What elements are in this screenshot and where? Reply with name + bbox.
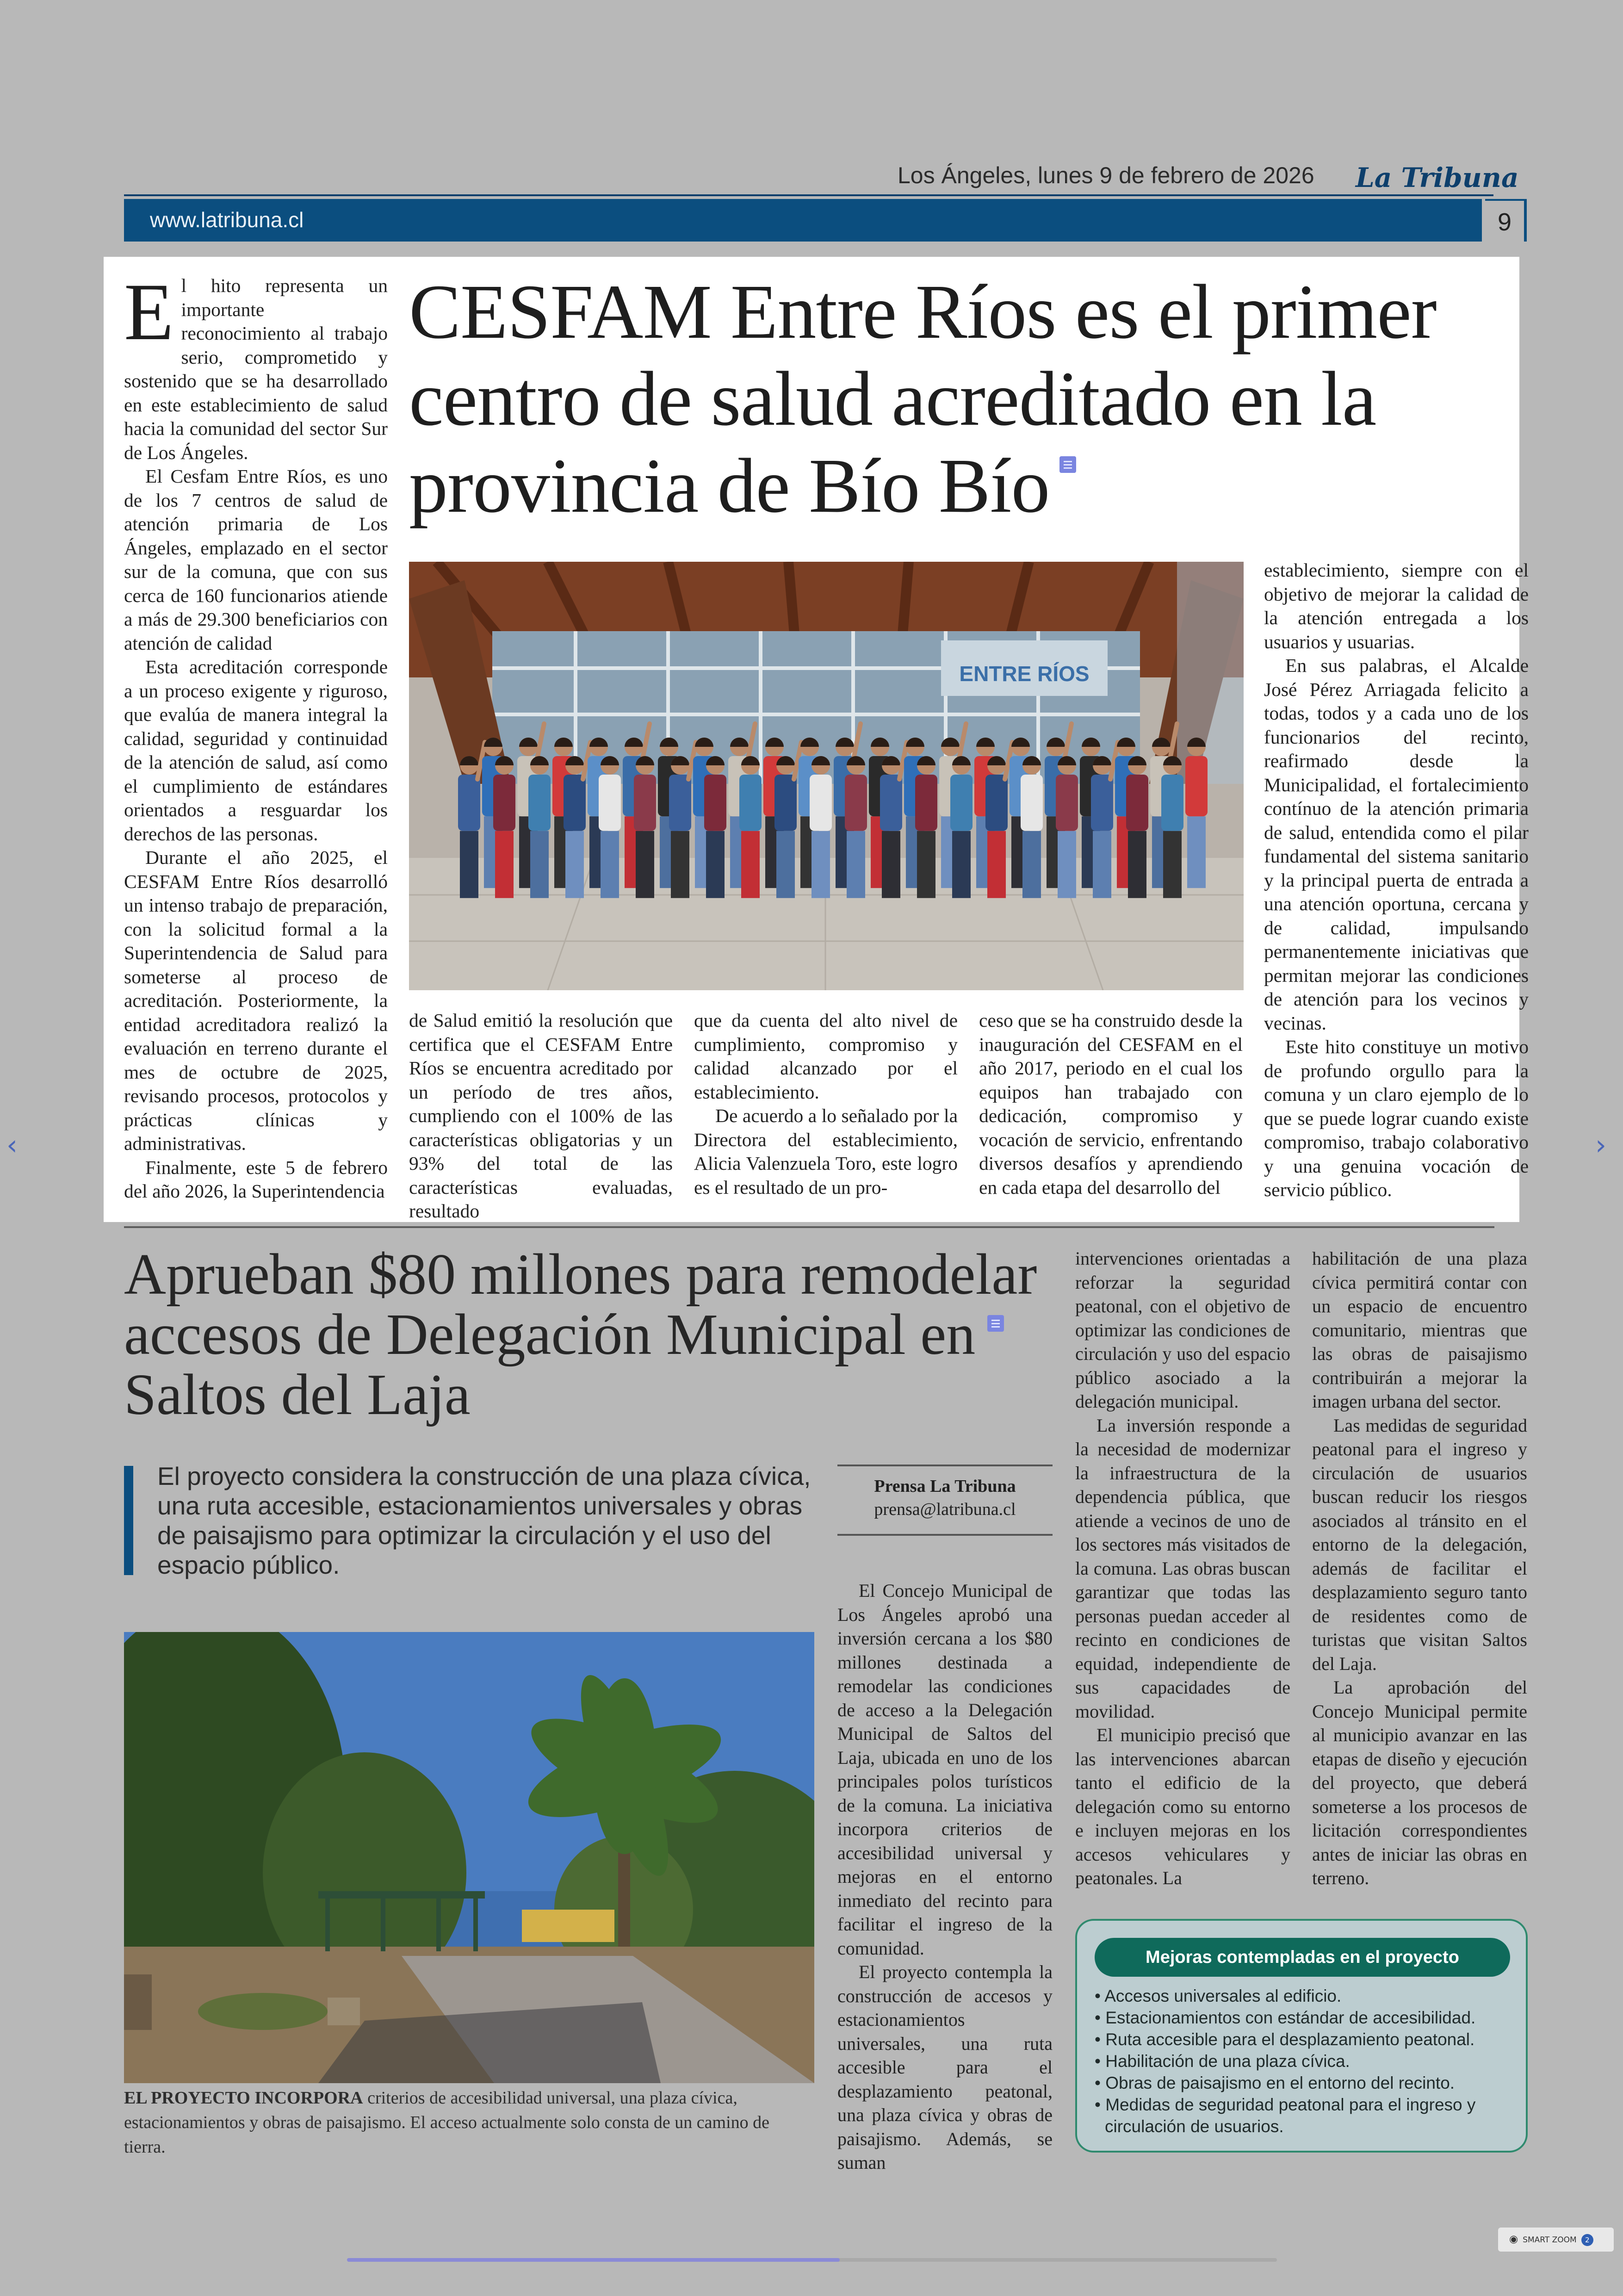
page-number: 9 — [1485, 199, 1527, 242]
improvements-box-title: Mejoras contempladas en el proyecto — [1095, 1938, 1510, 1977]
article-1-paragraph: ceso que se ha construido desde la inauguración del CESFAM en el año 2017, periodo en el cual los equipos han trabajado con dedicación, compromiso y vocación de servicio, enfrentando diversos desafíos y aprendiendo en cada etapa del desarrollo del — [979, 1010, 1243, 1198]
person-figure — [599, 756, 621, 898]
person-figure — [810, 756, 832, 898]
article-1-paragraph: Este hito constituye un motivo de profundo orgullo para la comuna y un claro ejemplo de lo que se puede lograr cuando existe compromiso, trabajo colaborativo y una genuina vocación de servicio público. — [1264, 1036, 1529, 1200]
article-2-headline: Aprueban $80 millones para remodelar accesos de Delegación Municipal en Saltos del Laja — [124, 1242, 1037, 1427]
dropcap: E — [124, 267, 174, 357]
byline-rule-top — [837, 1464, 1053, 1466]
person-figure — [1185, 738, 1208, 888]
page-scrollbar-thumb[interactable] — [347, 2258, 840, 2262]
article-1-column-1 — [124, 267, 388, 1204]
article-1-paragraph: El Cesfam Entre Ríos, es uno de los 7 centros de salud de atención primaria de Los Ángeles, emplazado en el sector sur de la comuna, que con sus cerca de 160 funcionarios atiende a más de 29.300 beneficiarios con atención de calidad — [124, 465, 388, 654]
article-2-column-3 — [1312, 1247, 1527, 1890]
article-1-photo — [409, 562, 1244, 990]
article-1-paragraph: Esta acreditación corresponde a un proceso exigente y riguroso, que evalúa de manera integral la calidad, seguridad y continuidad de la atención de salud, así como el cumplimiento de estándares orientados a resguardar los derechos de las personas. — [124, 656, 388, 844]
article-2-column-1 — [837, 1579, 1053, 2175]
improvements-list-item: • Habilitación de una plaza cívica. — [1095, 2050, 1511, 2072]
person-figure — [845, 756, 867, 898]
article-2-paragraph: Las medidas de seguridad peatonal para el ingreso y circulación de usuarios buscan reducir los riesgos asociados al tránsito en el entorno de la delegación, además de facilitar el desplazamiento seguro tanto de residentes como de turistas que visitan Saltos del Laja. — [1312, 1415, 1527, 1674]
article-2-paragraph: intervenciones orientadas a reforzar la seguridad peatonal, con el objetivo de optimizar las condiciones de circulación y uso del espacio público asociado a la delegación municipal. — [1075, 1248, 1290, 1412]
person-figure — [704, 756, 726, 898]
header-bar — [124, 199, 1482, 242]
chevron-left-icon[interactable]: ‹ — [6, 1129, 18, 1161]
improvements-list-item: • Ruta accesible para el desplazamiento peatonal. — [1095, 2029, 1511, 2050]
byline-rule-bottom — [837, 1534, 1053, 1536]
header-rule — [124, 194, 1493, 196]
photo-caption: EL PROYECTO INCORPORA criterios de accesibilidad universal, una plaza cívica, estacionamientos y obras de paisajismo. El acceso actualmente solo consta de un camino de tierra. — [124, 2088, 769, 2157]
article-1-paragraph: El hito representa un importante reconocimiento al trabajo serio, comprometido y sostenido que se ha desarrollado en este establecimiento de salud hacia la comunidad del sector Sur de Los Ángeles. — [124, 267, 388, 463]
article-2-paragraph: habilitación de una plaza cívica permitirá contar con un espacio de encuentro comunitario, mientras que las obras de paisajismo contribuirán a mejorar la imagen urbana del sector. — [1312, 1248, 1527, 1412]
person-figure — [739, 756, 762, 898]
chevron-right-icon[interactable]: › — [1595, 1129, 1606, 1161]
article-1-column-4 — [979, 1009, 1243, 1199]
person-figure — [528, 756, 551, 898]
article-1-paragraph: que da cuenta del alto nivel de cumplimiento, compromiso y calidad alcanzado por el establecimiento. — [694, 1010, 958, 1103]
section-divider — [124, 1226, 1494, 1228]
article-1-paragraph: Finalmente, este 5 de febrero del año 2026, la Superintendencia — [124, 1156, 388, 1202]
person-figure — [634, 756, 656, 898]
article-1-paragraph: De acuerdo a lo señalado por la Directora del establecimiento, Alicia Valenzuela Toro, este logro es el resultado de un pro- — [694, 1105, 958, 1198]
article-2-column-2 — [1075, 1247, 1290, 1890]
article-1-column-3 — [694, 1009, 958, 1199]
byline-email[interactable]: prensa@latribuna.cl — [874, 1500, 1016, 1519]
article-2-paragraph: El municipio precisó que las intervenciones abarcan tanto el edificio de la delegación como su entorno e incluyen mejoras en los accesos vehiculares y peatonales. La — [1075, 1725, 1290, 1888]
site-url: www.latribuna.cl — [150, 208, 304, 232]
article-1-column-2 — [409, 1009, 673, 1223]
article-1-column-5 — [1264, 558, 1529, 1202]
smart-zoom-badge: 2 — [1581, 2234, 1593, 2246]
improvements-list — [1095, 1985, 1511, 2137]
cesfam-group-photo — [409, 562, 1244, 990]
article-1-paragraph: establecimiento, siempre con el objetivo de mejorar la calidad de la atención entregada a los usuarios y usuarias. — [1264, 559, 1529, 652]
person-figure — [915, 756, 937, 898]
article-2-paragraph: La aprobación del Concejo Municipal permite al municipio avanzar en las etapas de diseño y ejecución del proyecto, que deberá someterse a los procesos de licitación correspondientes antes de iniciar las obras en terreno. — [1312, 1677, 1527, 1888]
person-figure — [1021, 756, 1043, 898]
article-2-photo — [124, 1632, 814, 2083]
article-2-paragraph: El proyecto contempla la construcción de accesos y estacionamientos universales, una ruta accesible para el desplazamiento peatonal, una plaza cívica y obras de paisajismo. Además, se suman — [837, 1961, 1053, 2173]
person-figure — [1161, 756, 1183, 898]
article-1-paragraph: Durante el año 2025, el CESFAM Entre Ríos desarrolló un intenso trabajo de preparación, con la solicitud formal a la Superintendencia de Salud para someterse al proceso de acreditación. Posteriormente, la entidad acreditadora realizó la evaluación en terreno durante el mes de octubre de 2025, revisando procesos, protocolos y prácticas clínicas y administrativas. — [124, 847, 388, 1154]
person-figure — [950, 756, 973, 898]
article-2-paragraph: El Concejo Municipal de Los Ángeles aprobó una inversión cercana a los $80 millones destinada a remodelar las condiciones de acceso a la Delegación Municipal de Saltos del Laja, ubicada en uno de los principales polos turísticos de la comuna. La iniciativa incorpora criterios de accesibilidad universal y mejoras en el entorno inmediato del recinto para facilitar el ingreso de la comunidad. — [837, 1580, 1053, 1959]
improvements-list-item: • Estacionamientos con estándar de accesibilidad. — [1095, 2007, 1511, 2029]
person-figure — [1126, 756, 1148, 898]
person-figure — [493, 756, 515, 898]
byline-author: Prensa La Tribuna — [874, 1477, 1016, 1496]
note-icon[interactable] — [1059, 456, 1076, 473]
improvements-list-item: • Accesos universales al edificio. — [1095, 1985, 1511, 2007]
eye-icon: ◉ — [1509, 2234, 1518, 2245]
article-2-paragraph: La inversión responde a la necesidad de modernizar la infraestructura de la dependencia pública, que atiende a vecinos de uno de los sectores más visitados de la comuna. Las obras buscan garantizar que todas las personas puedan acceder al recinto en condiciones de equidad, independiente de sus capacidades de movilidad. — [1075, 1415, 1290, 1722]
smart-zoom-button[interactable] — [1498, 2228, 1614, 2252]
newspaper-logo: La Tribuna — [1356, 162, 1519, 193]
article-1-headline: CESFAM Entre Ríos es el primer centro de salud acreditado en la provincia de Bío Bío — [409, 269, 1437, 529]
building-sign-text: ENTRE RÍOS — [959, 662, 1090, 686]
article-1-paragraph: de Salud emitió la resolución que certifica que el CESFAM Entre Ríos se encuentra acreditado por un período de tres años, cumpliendo con el 100% de las características obligatorias y un 93% del total de las características evaluadas, resultado — [409, 1010, 673, 1222]
smart-zoom-label: SMART ZOOM — [1523, 2235, 1577, 2245]
deck-accent-bar — [124, 1466, 133, 1575]
improvements-list-item: • Obras de paisajismo en el entorno del recinto. — [1095, 2072, 1511, 2094]
note-icon[interactable] — [987, 1315, 1004, 1332]
article-1-paragraph: En sus palabras, el Alcalde José Pérez Arriagada felicito a todas, todos y a cada uno de los funcionarios del recinto, reafirmado desde la Municipalidad, el fortalecimiento contínuo de la atención primaria de salud, entendida como el pilar fundamental del sistema sanitario y la principal puerta de entrada a una atención oportuna, cercana y de calidad, impulsando permanentemente iniciativas que permitan mejorar las condiciones de atención para los vecinos y vecinas. — [1264, 655, 1529, 1034]
article-2-deck: El proyecto considera la construcción de una plaza cívica, una ruta accesible, estacionamientos universales y obras de paisajismo para optimizar la circulación y el uso del espacio público. — [157, 1462, 811, 1579]
person-figure — [1056, 756, 1078, 898]
saltos-del-laja-photo — [124, 1632, 814, 2083]
improvements-list-item: • Medidas de seguridad peatonal para el ingreso y circulación de usuarios. — [1095, 2094, 1511, 2137]
issue-date: Los Ángeles, lunes 9 de febrero de 2026 — [898, 162, 1314, 188]
